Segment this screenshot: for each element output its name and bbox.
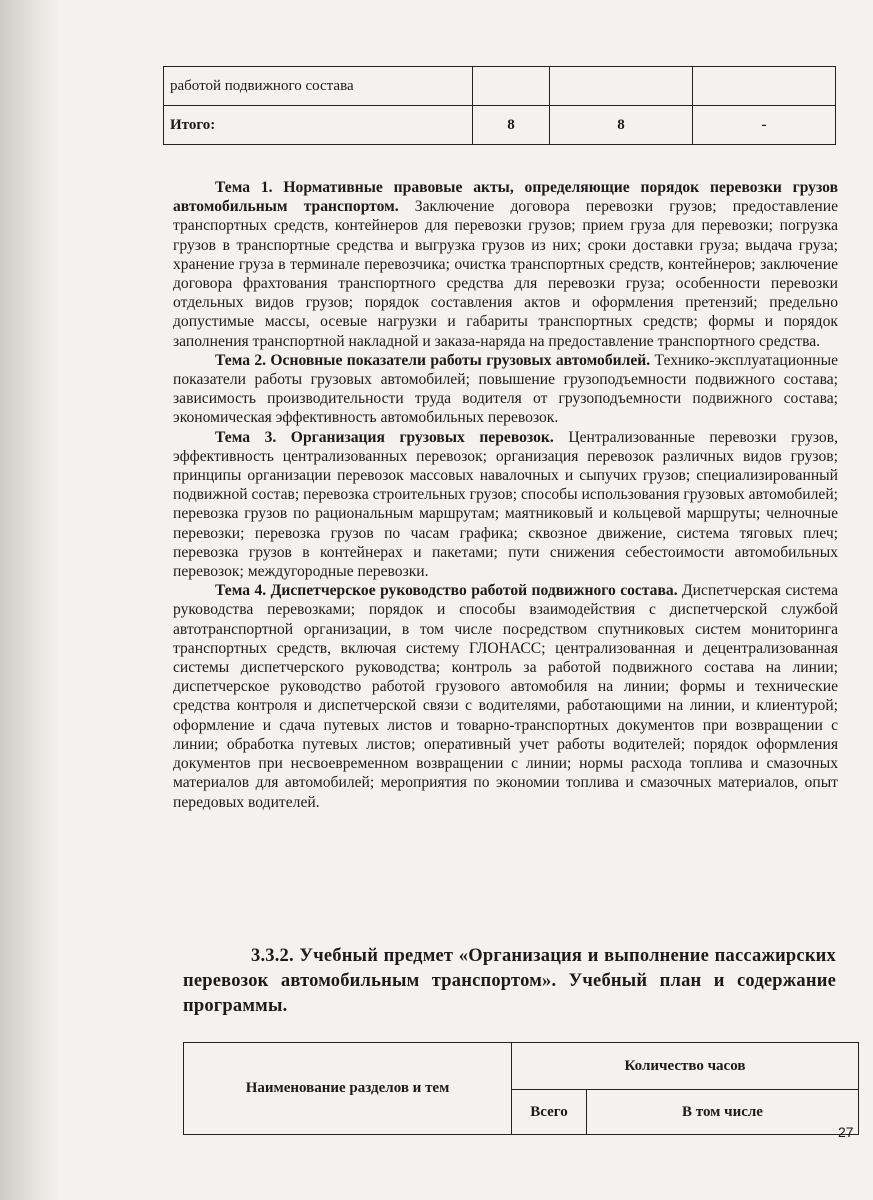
page-number: 27 bbox=[838, 1124, 854, 1140]
topic-3-paragraph bbox=[173, 428, 838, 582]
topic-3-body: Централизованные перевозки грузов, эффективность централизованных перевозок; организация перевозок различных видов грузов; принципы организации перевозок массовых навалочных и сыпучих грузов; специализированный подвижной состав; перевозка строительных грузов; способы использования грузовых автомобилей; перевозка грузов по рациональным маршрутам; маятниковый и кольцевой маршруты; челночные перевозки; перевозка грузов по часам графика; сквозное движение, система тяговых плеч; перевозка грузов в контейнерах и пакетами; пути снижения себестоимости автомобильных перевозок; междугородные перевозки. bbox=[173, 428, 838, 581]
topic-4-title: Тема 4. Диспетчерское руководство работой подвижного состава. bbox=[215, 582, 678, 600]
topic-2-paragraph bbox=[173, 351, 838, 428]
table-cell-theory-hours: 8 bbox=[550, 106, 693, 145]
topic-3-title: Тема 3. Организация грузовых перевозок. bbox=[215, 428, 554, 446]
page-binding-shadow bbox=[0, 0, 60, 1200]
topic-4-body: Диспетчерская система руководства перевозками; порядок и способы взаимодействия с диспетчерской службой автотранспортной организации, в том числе посредством спутниковых систем мониторинга транспортных средств, включая систему ГЛОНАСС; централизованная и децентрализованная системы диспетчерского руководства; контроль за работой подвижного состава на линии; диспетчерское руководство работой грузового автомобиля на линии; формы и технические средства контроля и диспетчерской связи с водителями, работающими на линии, и клиентурой; оформление и сдача путевых листов и товарно-транспортных документов при возвращении с линии; обработка путевых листов; оперативный учет работы водителей; порядок оформления документов при несвоевременном возвращении с линии; нормы расхода топлива и смазочных материалов для автомобилей; мероприятия по экономии топлива и смазочных материалов, опыт передовых водителей. bbox=[173, 582, 838, 811]
table-cell-topic: работой подвижного состава bbox=[164, 67, 473, 106]
table-cell-total-label: Итого: bbox=[164, 106, 473, 145]
curriculum-table-header bbox=[183, 1042, 859, 1135]
header-sections-topics: Наименование разделов и тем bbox=[184, 1043, 512, 1135]
topic-2-body: Технико-эксплуатационные показатели работы грузовых автомобилей; повышение грузоподъемности подвижного состава; зависимость производительности труда водителя от грузоподъемности подвижного состава; экономическая эффективность автомобильных перевозок. bbox=[173, 351, 838, 427]
table-header-row bbox=[184, 1043, 859, 1090]
table-cell-total bbox=[473, 67, 550, 106]
table-cell-practice bbox=[693, 67, 836, 106]
header-total: Всего bbox=[512, 1090, 587, 1135]
topics-body bbox=[173, 178, 838, 812]
table-row-total bbox=[164, 106, 836, 145]
topic-2-title: Тема 2. Основные показатели работы грузовых автомобилей. bbox=[215, 351, 651, 369]
hours-table-continuation bbox=[163, 66, 836, 145]
table-cell-total-hours: 8 bbox=[473, 106, 550, 145]
topic-1-title: Тема 1. Нормативные правовые акты, определяющие порядок перевозки грузов автомобильным транспортом. bbox=[173, 179, 838, 216]
topic-1-paragraph bbox=[173, 178, 838, 351]
section-heading: 3.3.2. Учебный предмет «Организация и выполнение пассажирских перевозок автомобильным транспортом». Учебный план и содержание программы. bbox=[183, 946, 836, 1016]
header-including: В том числе bbox=[587, 1090, 859, 1135]
topic-4-paragraph bbox=[173, 581, 838, 811]
table-cell-practice-hours: - bbox=[693, 106, 836, 145]
header-hours-count: Количество часов bbox=[512, 1043, 859, 1090]
topic-1-body: Заключение договора перевозки грузов; предоставление транспортных средств, контейнеров для перевозки грузов; прием груза для перевозки; погрузка грузов в транспортные средства и выгрузка грузов из них; сроки доставки груза; выдача груза; хранение груза в терминале перевозчика; очистка транспортных средств, контейнеров; заключение договора фрахтования транспортного средства для перевозки груза; особенности перевозки отдельных видов грузов; порядок составления актов и оформления претензий; предельно допустимые массы, осевые нагрузки и габариты транспортных средств; формы и порядок заполнения транспортной накладной и заказа-наряда на предоставление транспортного средства. bbox=[173, 198, 838, 350]
table-cell-theory bbox=[550, 67, 693, 106]
table-row bbox=[164, 67, 836, 106]
